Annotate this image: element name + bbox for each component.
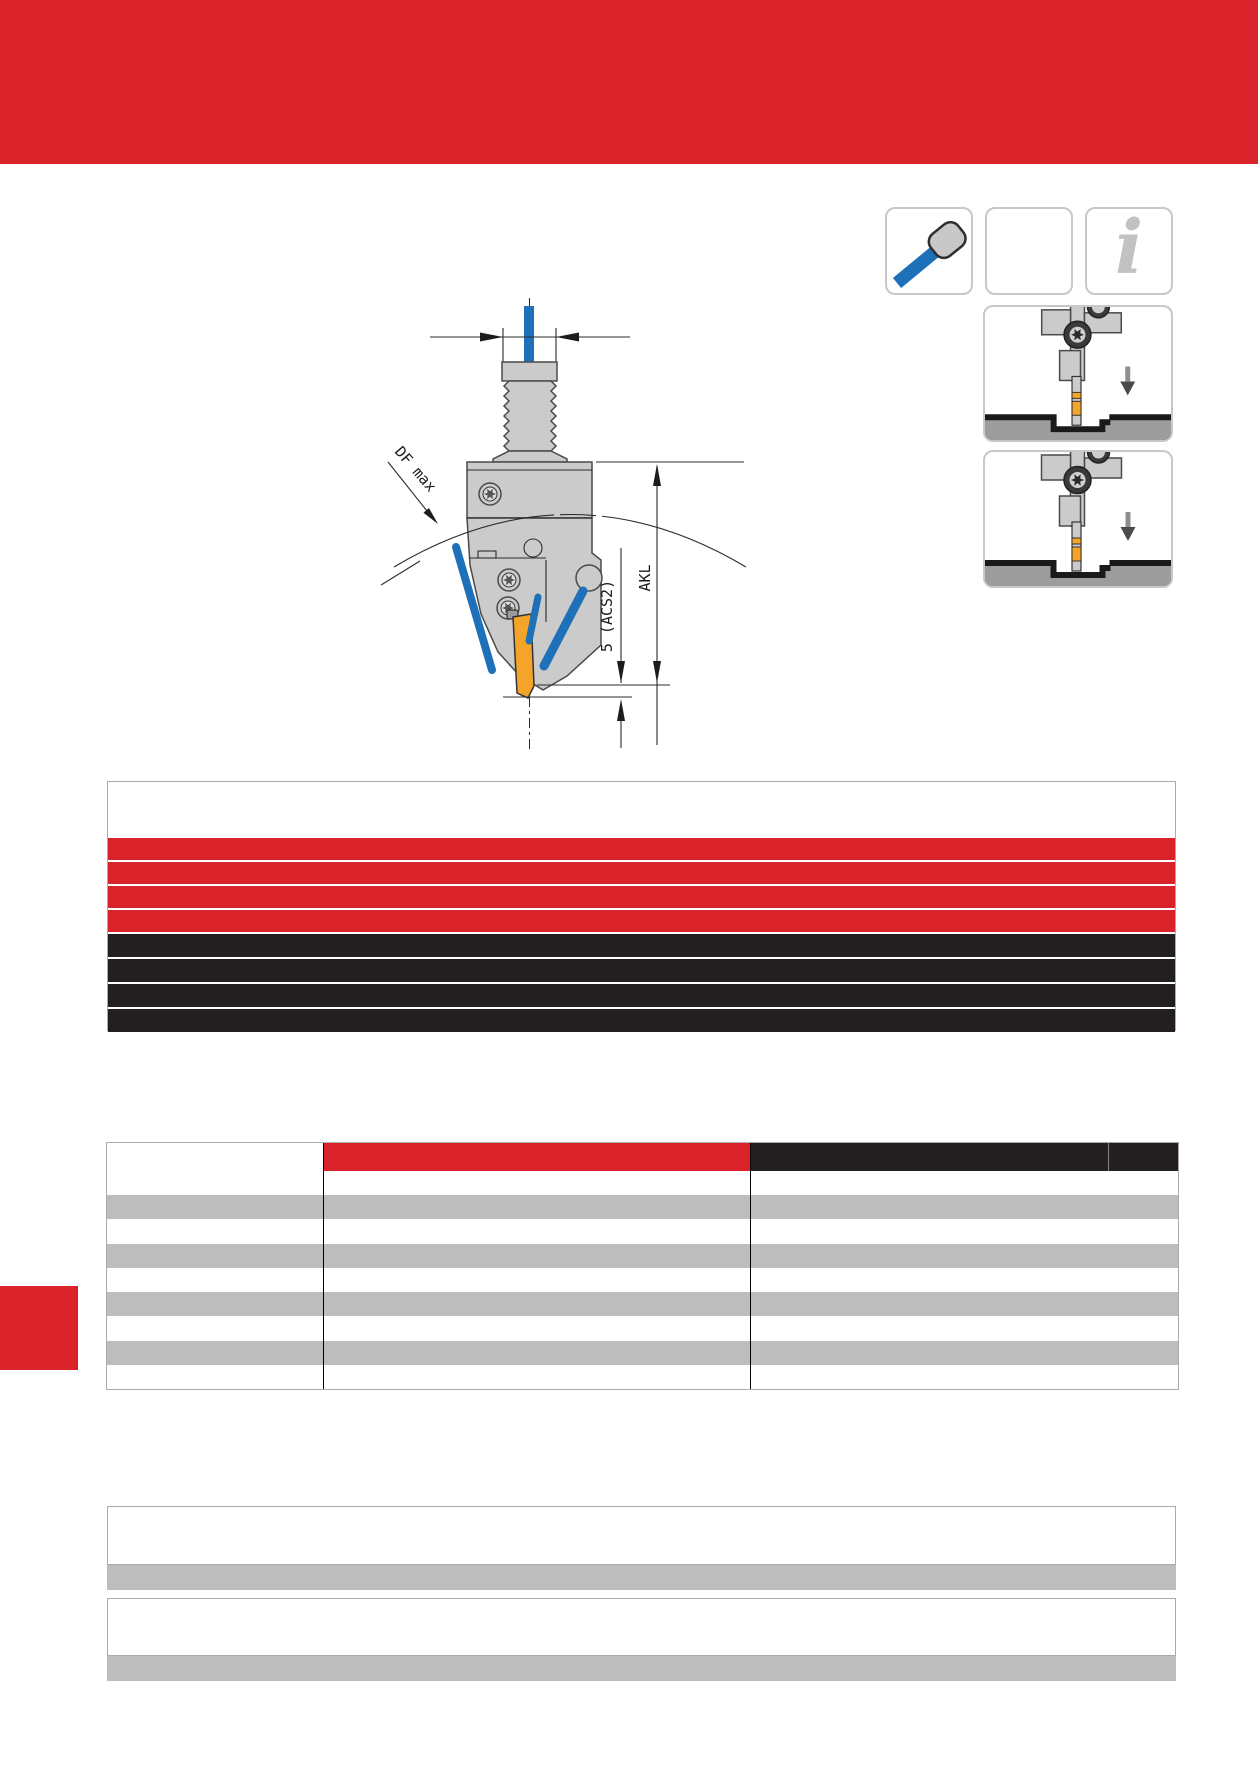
footnote-block-2 [107,1598,1176,1681]
insert [1072,538,1081,544]
table-row [107,1341,1178,1365]
dfmax-label: DF max [390,442,441,496]
table-cell [323,1268,750,1292]
header-cell-black [750,1143,1178,1171]
torx-screw [498,569,520,591]
page-header-band [0,0,1258,164]
table-cell [107,1316,323,1340]
footnote-box [107,1506,1176,1565]
footnote-grey-band [107,1656,1176,1681]
table-cell [107,1219,323,1243]
table-cell [750,1219,1178,1243]
table-cell [323,1292,750,1316]
info-icon: i [1114,205,1144,291]
footnote-block-1 [107,1506,1176,1590]
grooving-tool [1042,452,1122,571]
table-row [107,1195,1178,1219]
band-row-black [108,934,1175,957]
table-cell [323,1195,750,1219]
table-row [107,1244,1178,1268]
table-cell [323,1219,750,1243]
threaded-shank [493,362,567,462]
band-row-red [108,838,1175,860]
blade [1072,376,1081,425]
operation-illustration-2 [983,450,1173,588]
band-row-red [108,910,1175,932]
table-cell [107,1244,323,1268]
data-table [106,1142,1179,1390]
insert [1072,392,1081,398]
feed-direction-arrow [1120,367,1135,396]
header-cell-red [323,1143,750,1171]
band-row-red [108,862,1175,884]
table-cell [750,1341,1178,1365]
table-row [107,1316,1178,1340]
table-cell [750,1268,1178,1292]
band-table-header [108,782,1175,838]
data-table-header [107,1143,1178,1171]
table-cell [750,1171,1178,1195]
akl-label: AKL [636,564,654,592]
icon-tile-coolant [885,207,973,295]
table-cell [107,1268,323,1292]
akl-dimension [596,462,744,745]
icon-tile-blank [985,207,1073,295]
table-row [107,1171,1178,1195]
band-row-red [108,886,1175,908]
table-cell [750,1195,1178,1219]
table-row [107,1219,1178,1243]
band-row-black [108,984,1175,1007]
tool-holder-technical-drawing [330,290,760,760]
coolant-jet-top [524,306,534,363]
header-cell-blank [107,1143,323,1171]
table-cell [323,1171,750,1195]
header-subdivider [1108,1143,1109,1171]
feed-direction-arrow [1121,512,1136,541]
table-cell [323,1244,750,1268]
table-cell [750,1365,1178,1389]
table-cell [107,1171,323,1195]
coolant-jet-icon [887,209,972,294]
tip-reference-dimension [503,697,632,748]
table-cell [323,1341,750,1365]
insert [1072,547,1081,561]
grooving-operation-illustration [985,307,1171,440]
table-cell [750,1292,1178,1316]
table-cell [323,1365,750,1389]
table-cell [750,1316,1178,1340]
footnote-box [107,1598,1176,1656]
page-tab-marker [0,1286,78,1370]
icon-tile-info [1085,207,1173,295]
table-cell [107,1292,323,1316]
footnote-grey-band [107,1565,1176,1590]
grooving-operation-illustration [985,452,1171,586]
color-band-table [107,781,1176,1031]
table-row [107,1292,1178,1316]
insert [1072,401,1081,415]
torx-screw [479,483,501,505]
dfmax-leader [388,443,440,524]
acs2-label: 5 (ACS2) [598,579,616,653]
grooving-tool [1042,307,1122,425]
operation-illustration-1 [983,305,1173,442]
table-row [107,1268,1178,1292]
data-table-body [107,1171,1178,1389]
band-table-rows [108,838,1175,1032]
table-cell [750,1244,1178,1268]
table-cell [107,1341,323,1365]
table-cell [323,1316,750,1340]
table-cell [107,1195,323,1219]
table-cell [107,1365,323,1389]
band-row-black [108,959,1175,982]
table-row [107,1365,1178,1389]
band-row-black [108,1009,1175,1032]
